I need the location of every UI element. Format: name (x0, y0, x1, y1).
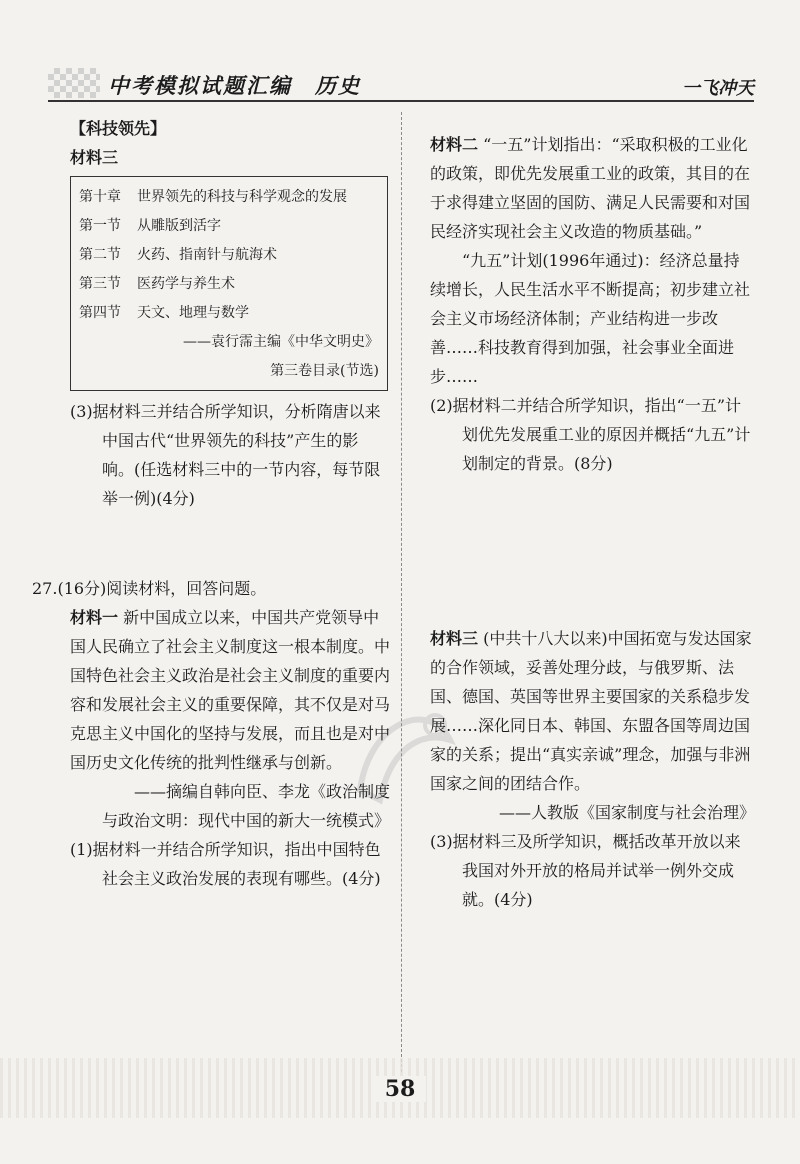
material3-label-left: 材料三 (70, 148, 119, 167)
toc-text: 从雕版到活字 (137, 218, 221, 234)
toc-text: 火药、指南针与航海术 (137, 247, 277, 263)
right-column-top (430, 130, 755, 478)
material3-paragraph-right (430, 624, 755, 798)
toc-num: 第四节 (79, 305, 121, 321)
page-number: 58 (374, 1076, 426, 1102)
right-column-bottom (430, 624, 755, 914)
material3-source-right: ——人教版《国家制度与社会治理》 (498, 803, 755, 822)
header-checker-decoration (48, 68, 100, 98)
material1-label: 材料一 (70, 608, 119, 627)
toc-row (79, 241, 379, 270)
toc-num: 第十章 (79, 189, 121, 205)
toc-text: 天文、地理与数学 (137, 305, 249, 321)
question-3-left: (3)据材料三并结合所学知识，分析隋唐以来中国古代“世界领先的科技”产生的影响。(任选材料三中的一节内容，每节限举一例)(4分) (70, 402, 381, 508)
left-column-bottom (70, 603, 390, 893)
toc-box (70, 176, 388, 391)
toc-row (79, 299, 379, 328)
toc-row (79, 270, 379, 299)
column-divider (401, 112, 402, 1072)
material2-label: 材料二 (430, 135, 479, 154)
material3-text-right: (中共十八大以来)中国拓宽与发达国家的合作领域，妥善处理分歧，与俄罗斯、法国、德国、英国等世界主要国家的关系稳步发展……深化同日本、韩国、东盟各国等周边国家的关系；提出“真实亲诚”理念，加强与非洲国家之间的团结合作。 (430, 629, 752, 793)
toc-text: 世界领先的科技与科学观念的发展 (137, 189, 347, 205)
toc-num: 第二节 (79, 247, 121, 263)
material1-source-line1: ——摘编自韩向臣、李龙《政治制度 (133, 782, 390, 801)
toc-text: 医药学与养生术 (137, 276, 235, 292)
material1-source-line2: 与政治文明：现代中国的新大一统模式》 (101, 811, 390, 830)
toc-source-line1: ——袁行霈主编《中华文明史》 (183, 334, 379, 350)
material2-text-1: “一五”计划指出：“采取积极的工业化的政策，即优先发展重工业的政策，其目的在于求得建立坚固的国防、满足人民需要和对国民经济实现社会主义改造的物质基础。” (430, 135, 751, 241)
material1-text: 新中国成立以来，中国共产党领导中国人民确立了社会主义制度这一根本制度。中国特色社会主义政治是社会主义制度的重要内容和发展社会主义的重要保障，其不仅是对马克思主义中国化的坚持与发展，而且也是对中国历史文化传统的批判性继承与创新。 (70, 608, 391, 772)
toc-row (79, 183, 379, 212)
toc-num: 第三节 (79, 276, 121, 292)
toc-row (79, 212, 379, 241)
toc-source-line2: 第三卷目录(节选) (270, 363, 379, 379)
question-3-right: (3)据材料三及所学知识，概括改革开放以来我国对外开放的格局并试举一例外交成就。(4分) (430, 832, 741, 909)
section-heading: 【科技领先】 (70, 119, 167, 138)
question-27-title: 27.(16分)阅读材料，回答问题。 (32, 579, 267, 598)
header-rule (48, 100, 754, 102)
question-2: (2)据材料二并结合所学知识，指出“一五”计划优先发展重工业的原因并概括“九五”计划制定的背景。(8分) (430, 396, 751, 473)
page-header (0, 60, 800, 104)
toc-num: 第一节 (79, 218, 121, 234)
material1-paragraph (70, 603, 390, 777)
header-brand: 一飞冲天 (682, 78, 754, 99)
left-column-top (70, 114, 390, 513)
material3-label-right: 材料三 (430, 629, 479, 648)
material2-text-2: “九五”计划(1996年通过)：经济总量持续增长，人民生活水平不断提高；初步建立社会主义市场经济体制；产业结构进一步改善……科技教育得到加强，社会事业全面进步…… (430, 251, 751, 386)
header-title: 中考模拟试题汇编 历史 (108, 73, 361, 98)
material2-paragraph (430, 130, 755, 246)
question-1: (1)据材料一并结合所学知识，指出中国特色社会主义政治发展的表现有哪些。(4分) (70, 840, 381, 888)
